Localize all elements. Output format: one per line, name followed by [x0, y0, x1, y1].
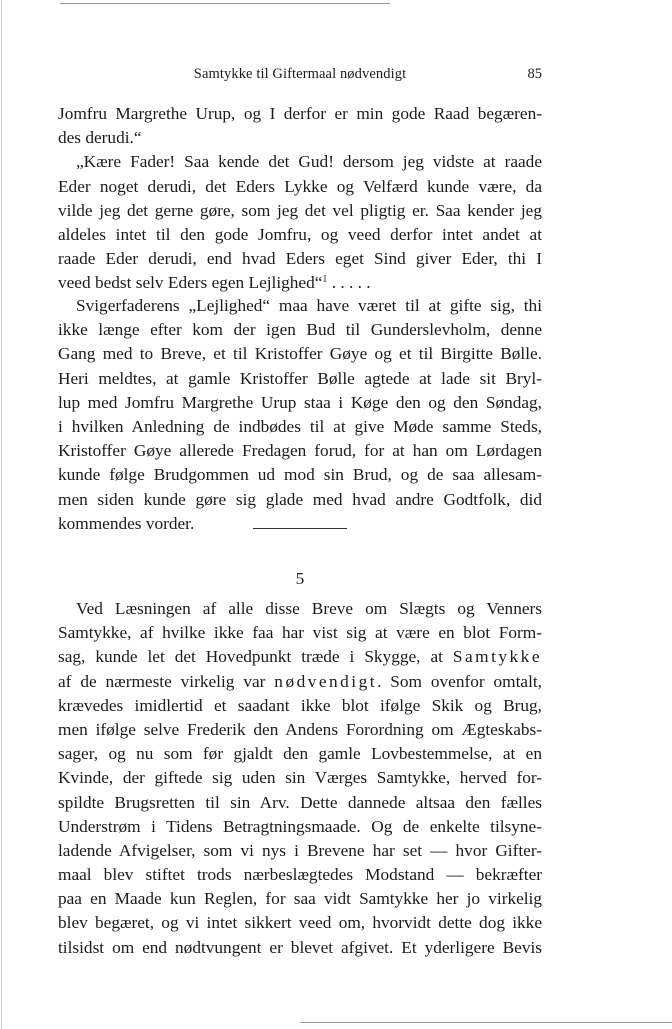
text-line: Kristoffer Gøye allerede Fredagen forud, for at han om Lørdagen	[58, 441, 542, 461]
page-header	[58, 62, 542, 88]
paragraph-letter-quote	[58, 102, 542, 296]
scan-edge-top	[60, 3, 390, 4]
text-line: blev begæret, og vi intet sikkert veed om, hvorvidt dette dog ikke	[58, 913, 542, 933]
emphasis-samtykke: Samtykke	[452, 647, 542, 667]
emphasis-nodvendigt: nødvendigt	[274, 671, 378, 691]
text-line: aldeles intet til den gode Jomfru, og veed derfor intet andet at	[58, 224, 542, 244]
text-fragment: . . . . .	[327, 273, 371, 293]
text-line: „Kære Fader! Saa kende det Gud! dersom jeg vidste at raade	[76, 152, 542, 172]
text-line: men ifølge selve Frederik den Andens Forordning om Ægteskabs-	[58, 719, 542, 739]
text-fragment: . Som ovenfor omtalt,	[377, 671, 542, 691]
text-line: ikke længe efter kom der igen Bud til Gunderslevholm, denne	[58, 320, 542, 340]
text-line: i hvilken Anledning de indbødes til at give Møde samme Steds,	[58, 416, 542, 436]
page-number: 85	[527, 66, 542, 82]
text-line: Heri meldtes, at gamle Kristoffer Bølle agtede at lade sit Bryl-	[58, 368, 542, 388]
text-line: Understrøm i Tidens Betragtningsmaade. Og de enkelte tilsyne-	[58, 816, 542, 836]
text-line: Eder noget derudi, det Eders Lykke og Velfærd kunde være, da	[58, 176, 542, 196]
text-line: sager, og nu som før gjaldt den gamle Lovbestemmelse, at en	[58, 744, 542, 764]
text-line: Ved Læsningen af alle disse Breve om Slægts og Venners	[76, 599, 542, 618]
paragraph-section-5	[58, 597, 542, 960]
text-line: Svigerfaderens „Lejlighed“ maa have været til at gifte sig, thi	[76, 296, 542, 315]
scan-edge-left	[1, 0, 2, 1029]
text-line: des derudi.“	[58, 128, 142, 148]
text-line: men siden kunde gøre sig glade med hvad andre Godtfolk, did	[58, 489, 542, 509]
text-fragment: sag, kunde let det Hovedpunkt træde i Skygge, at	[58, 647, 453, 667]
text-line: kunde følge Brudgommen ud mod sin Brud, og de saa allesam-	[58, 465, 542, 485]
paragraph-svigerfaderens	[58, 294, 542, 536]
text-fragment: af de nærmeste virkelig var	[58, 671, 275, 691]
section-divider	[253, 528, 347, 529]
text-line: Samtykke, af hvilke ikke faa har vist sig at være en blot Form-	[58, 623, 542, 643]
text-line: Gang med to Breve, et til Kristoffer Gøye og et til Birgitte Bølle.	[58, 344, 542, 364]
text-fragment: veed bedst selv Eders egen Lejlighed“	[58, 273, 323, 293]
text-line: Jomfru Margrethe Urup, og I derfor er min gode Raad begæren-	[58, 104, 542, 123]
footnote-mark: 1	[322, 274, 328, 286]
text-line: kommendes vorder.	[58, 513, 195, 533]
text-line-emphasis	[58, 645, 542, 669]
text-line: raade Eder derudi, end hvad Eders eget Sind giver Eder, thi I	[58, 249, 542, 269]
section-number: 5	[295, 569, 305, 588]
text-line: paa en Maade kun Reglen, for saa vidt Samtykke her jo virkelig	[58, 889, 542, 909]
text-line: spildte Brugsretten til sin Arv. Dette dannede altsaa den fælles	[58, 792, 542, 812]
text-line: krævedes imidlertid et saadant ikke blot ifølge Skik og Brug,	[58, 695, 542, 715]
scan-edge-bottom	[300, 1022, 672, 1023]
text-line: maal blev stiftet trods nærbeslægtedes Modstand — bekræfter	[58, 865, 542, 885]
text-line-with-footnote	[58, 271, 542, 295]
text-line: lup med Jomfru Margrethe Urup staa i Køge den og den Søndag,	[58, 392, 542, 412]
running-title: Samtykke til Giftermaal nødvendigt	[193, 66, 407, 82]
text-line: Kvinde, der giftede sig uden sin Værges Samtykke, herved for-	[58, 768, 542, 788]
text-line: vilde jeg det gerne gøre, som jeg det vel pligtig er. Saa kender jeg	[58, 200, 542, 220]
text-line: tilsidst om end nødtvungent er blevet afgivet. Et yderligere Bevis	[58, 937, 542, 957]
text-line: ladende Afvigelser, som vi nys i Brevene har set — hvor Gifter-	[58, 840, 542, 860]
text-line-emphasis	[58, 670, 542, 694]
